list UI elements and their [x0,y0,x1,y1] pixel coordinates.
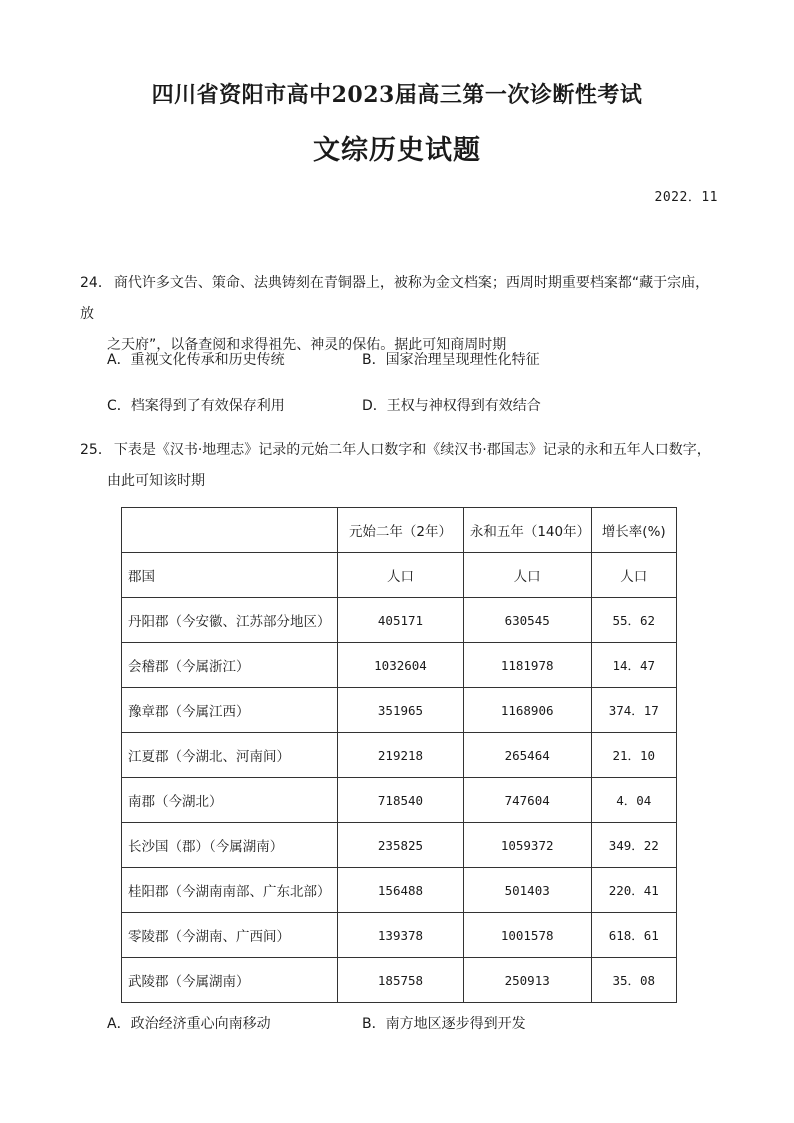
table-cell: 桂阳郡（今湖南南部、广东北部） [122,868,338,913]
table-cell: 1059372 [463,823,591,868]
table-cell: 1181978 [463,643,591,688]
table-row [122,778,677,823]
table-cell: 139378 [338,913,464,958]
exam-date: 2022．11 [654,190,718,205]
population-table [121,507,677,1003]
table-cell: 349．22 [591,823,676,868]
table-header-cell: 元始二年（2年） [338,508,464,553]
table-cell: 630545 [463,598,591,643]
table-cell: 1032604 [338,643,464,688]
table-header-cell: 郡国 [122,553,338,598]
table-header-cell: 人口 [463,553,591,598]
table-cell: 220．41 [591,868,676,913]
table-cell: 长沙国（郡）（今属湖南） [122,823,338,868]
table-cell: 250913 [463,958,591,1003]
table-cell: 618．61 [591,913,676,958]
table-cell: 会稽郡（今属浙江） [122,643,338,688]
question-25-line2: 由此可知该时期 [107,473,205,489]
table-cell: 219218 [338,733,464,778]
table-cell: 21．10 [591,733,676,778]
question-25-option-a: A．政治经济重心向南移动 [107,1016,271,1032]
question-25-line1: 25． 下表是《汉书·地理志》记录的元始二年人口数字和《续汉书·郡国志》记录的永和五年人口数字， [80,442,711,458]
table-row [122,688,677,733]
table-row [122,643,677,688]
question-24-option-a: A．重视文化传承和历史传统 [107,352,285,368]
table-cell: 江夏郡（今湖北、河南间） [122,733,338,778]
question-25 [80,435,720,497]
table-cell: 351965 [338,688,464,733]
table-header-row [122,508,677,553]
table-header-cell [122,508,338,553]
exam-subtitle: 文综历史试题 [313,135,481,166]
exam-title: 四川省资阳市高中2023届高三第一次诊断性考试 [151,82,643,108]
question-24-line1: 24． 商代许多文告、策命、法典铸刻在青铜器上，被称为金文档案；西周时期重要档案都“藏于宗庙，放 [80,275,710,322]
table-cell: 丹阳郡（今安徽、江苏部分地区） [122,598,338,643]
table-cell: 55．62 [591,598,676,643]
question-24-option-c: C．档案得到了有效保存利用 [107,398,285,414]
table-row [122,733,677,778]
table-row [122,598,677,643]
table-subheader-row [122,553,677,598]
question-25-number: 25． [80,442,112,458]
table-cell: 374．17 [591,688,676,733]
table-row [122,823,677,868]
table-cell: 零陵郡（今湖南、广西间） [122,913,338,958]
table-cell: 235825 [338,823,464,868]
table-row [122,868,677,913]
table-cell: 718540 [338,778,464,823]
table-cell: 武陵郡（今属湖南） [122,958,338,1003]
question-24-option-b: B．国家治理呈现理性化特征 [362,352,540,368]
table-cell: 豫章郡（今属江西） [122,688,338,733]
table-cell: 4．04 [591,778,676,823]
table-header-cell: 人口 [338,553,464,598]
table-header-cell: 永和五年（140年） [463,508,591,553]
table-header-cell: 人口 [591,553,676,598]
question-24-number: 24． [80,275,112,291]
table-cell: 1168906 [463,688,591,733]
table-row [122,958,677,1003]
table-cell: 501403 [463,868,591,913]
table-cell: 1001578 [463,913,591,958]
question-24-line2: 之天府”，以备查阅和求得祖先、神灵的保佑。据此可知商周时期 [107,337,507,353]
table-cell: 747604 [463,778,591,823]
question-24 [80,268,720,361]
table-row [122,913,677,958]
question-24-option-d: D．王权与神权得到有效结合 [362,398,541,414]
table-header-cell: 增长率(%) [591,508,676,553]
table-cell: 南郡（今湖北） [122,778,338,823]
table-cell: 405171 [338,598,464,643]
table-cell: 156488 [338,868,464,913]
question-25-option-b: B．南方地区逐步得到开发 [362,1016,526,1032]
table-cell: 35．08 [591,958,676,1003]
table-cell: 265464 [463,733,591,778]
table-cell: 185758 [338,958,464,1003]
table-cell: 14．47 [591,643,676,688]
